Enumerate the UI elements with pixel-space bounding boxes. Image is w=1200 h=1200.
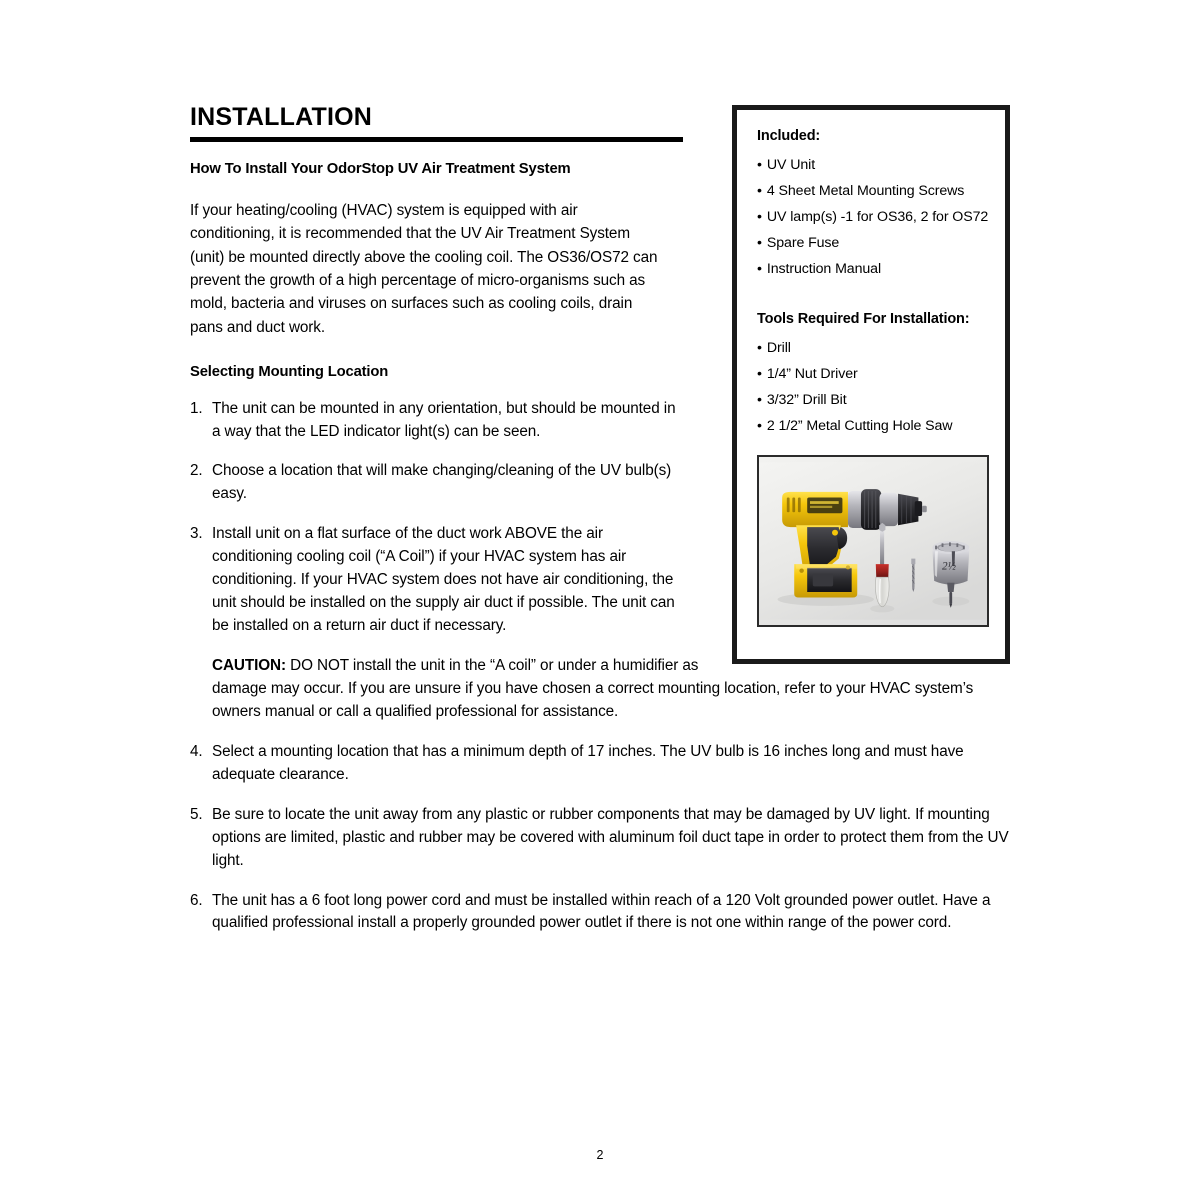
page-title: INSTALLATION (190, 103, 373, 131)
title-underline-rule (190, 137, 683, 142)
step-number: 3. (190, 525, 203, 543)
list-item: • UV Unit (757, 153, 989, 179)
included-list (757, 153, 989, 282)
tools-required-list (757, 336, 989, 439)
list-item: • 3/32” Drill Bit (757, 388, 989, 414)
step-text: The unit can be mounted in any orientation, but should be mounted in a way that the LED indicator light(s) can be seen. (212, 399, 676, 440)
step-number: 5. (190, 805, 203, 823)
step-item-4 (190, 741, 1010, 787)
battery-pack (794, 565, 857, 598)
step-item-1 (190, 398, 687, 444)
caution-label: CAUTION: (212, 657, 286, 674)
tools-photo (757, 455, 989, 627)
step-text: Be sure to locate the unit away from any plastic or rubber components that may be damaged by UV light. If mounting options are limited, plastic and rubber may be covered with aluminum foil duct tape in order to protect them from the UV light. (212, 805, 1009, 869)
tools-photo-illustration (759, 457, 987, 625)
tools-required-heading: Tools Required For Installation: (757, 310, 970, 327)
caution-paragraph (190, 655, 1010, 724)
section-heading: Selecting Mounting Location (190, 364, 389, 381)
hole-saw-size-label: 2½ (942, 561, 956, 574)
step-number: 1. (190, 399, 203, 417)
step-text: Select a mounting location that has a minimum depth of 17 inches. The UV bulb is 16 inches long and must have adequate clearance. (212, 742, 964, 783)
step-text: The unit has a 6 foot long power cord and must be installed within reach of a 120 Volt grounded power outlet. Have a qualified professional install a properly grounded power outlet if there is not one within range of the power cord. (212, 891, 991, 932)
sidebar-callout-box (732, 105, 1010, 664)
step-text: Install unit on a flat surface of the duct work ABOVE the air conditioning cooling coil (“A Coil”) if your HVAC system has air conditioning. If your HVAC system does not have air conditioning, the unit should be installed on the supply air duct if possible. The unit can be installed on a return air duct if necessary. (212, 525, 675, 635)
list-item: • 4 Sheet Metal Mounting Screws (757, 179, 989, 205)
list-item: • Drill (757, 336, 989, 362)
intro-paragraph: If your heating/cooling (HVAC) system is equipped with air conditioning, it is recommended that the UV Air Treatment System (unit) be mounted directly above the cooling coil. The OS36/OS72 can prevent the growth of a high percentage of micro-organisms such as mold, bacteria and viruses on surfaces such as cooling coils, drain pans and duct work. (190, 201, 658, 336)
page-subheading: How To Install Your OdorStop UV Air Treatment System (190, 161, 571, 178)
list-item: • Spare Fuse (757, 231, 989, 257)
step-item-5 (190, 804, 1010, 873)
included-heading: Included: (757, 128, 821, 144)
step-number: 4. (190, 742, 203, 760)
list-item: • UV lamp(s) -1 for OS36, 2 for OS72 (757, 205, 989, 231)
list-item: • 2 1/2” Metal Cutting Hole Saw (757, 414, 989, 440)
list-item: • Instruction Manual (757, 257, 989, 283)
list-item: • 1/4” Nut Driver (757, 362, 989, 388)
caution-text: DO NOT install the unit in the “A coil” or under a humidifier as damage may occur. If you are unsure if you have chosen a correct mounting location, refer to your HVAC system’s owners manual or call a qualified professional for assistance. (212, 657, 974, 720)
step-text: Choose a location that will make changing/cleaning of the UV bulb(s) easy. (212, 462, 672, 503)
step-item-3 (190, 523, 687, 638)
step-number: 2. (190, 462, 203, 480)
step-item-2 (190, 460, 687, 506)
step-number: 6. (190, 891, 203, 909)
page-number: 2 (596, 1148, 604, 1162)
step-item-6 (190, 890, 1010, 936)
